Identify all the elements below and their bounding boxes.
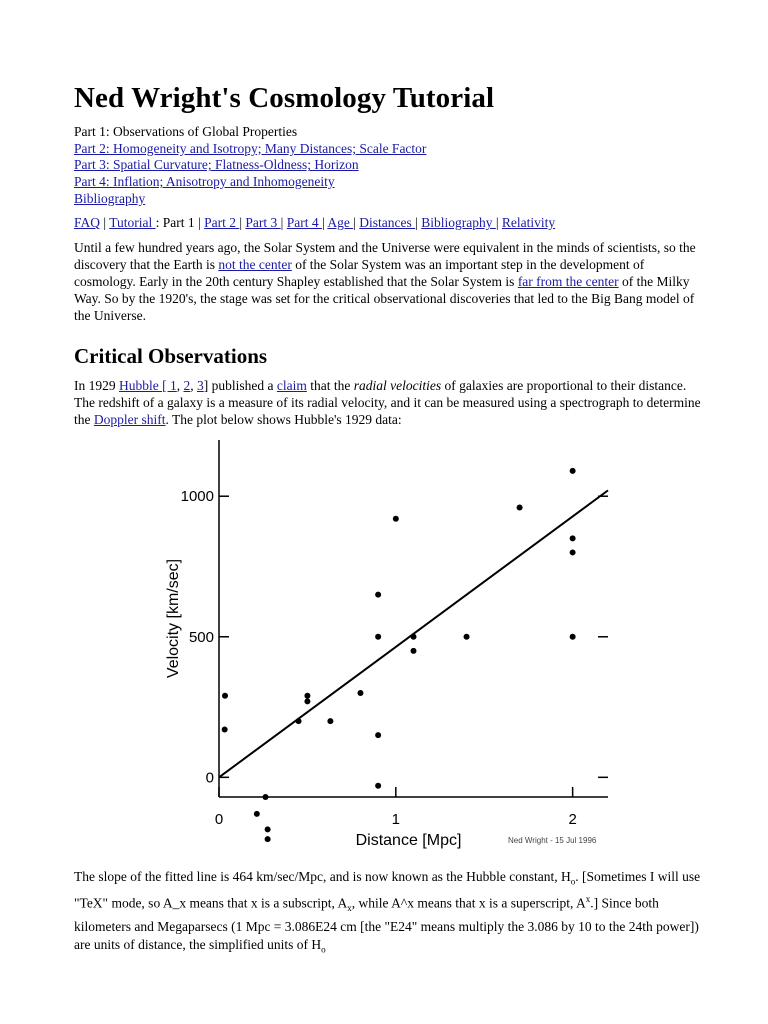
- hubble-paragraph: [74, 378, 702, 429]
- para-text: of galaxies are proportional to their distance. The redshift of a galaxy is a measure of its radial velocity, and it can be measured using a spectrograph to determine the: [74, 378, 701, 427]
- nav-faq[interactable]: FAQ: [74, 215, 101, 230]
- x-tick-label: 0: [214, 811, 224, 828]
- data-point: [375, 732, 381, 738]
- slope-paragraph: [74, 868, 702, 959]
- nav-age[interactable]: Age: [327, 215, 354, 230]
- data-point: [222, 693, 228, 699]
- link-part4[interactable]: Part 4: Inflation; Anisotropy and Inhomogeneity: [74, 174, 335, 190]
- link-ref-2[interactable]: 2: [183, 378, 191, 393]
- nav-sep: |: [353, 215, 356, 230]
- link-far-from-center[interactable]: far from the center: [517, 273, 619, 289]
- nav-distances[interactable]: Distances: [359, 215, 416, 230]
- intro-text: Until a few hundred years ago, the Solar System and the Universe were equivalent in the minds of scientists, so the discovery that the Earth is: [74, 240, 696, 272]
- nav-sep: |: [321, 215, 325, 230]
- intro-text: of the Solar System was an important step in the development of cosmology. Early in the 20th century Shapley established that the Solar System is: [74, 256, 645, 289]
- data-point: [517, 504, 523, 510]
- link-part2[interactable]: Part 2: Homogeneity and Isotropy; Many Distances; Scale Factor: [74, 140, 427, 156]
- nav-part2[interactable]: Part 2: [204, 215, 240, 230]
- data-point: [357, 690, 363, 696]
- para-text: , while A^x means that x is a superscript, A: [351, 895, 586, 911]
- para-text: . The plot below shows Hubble's 1929 data:: [165, 411, 402, 427]
- nav-relativity[interactable]: Relativity: [501, 215, 556, 230]
- data-point: [411, 634, 417, 640]
- radial-velocities-text: radial velocities: [353, 378, 442, 393]
- data-point: [570, 468, 576, 474]
- para-text: .] Since both kilometers and Megaparsecs (1 Mpc = 3.086E24 cm [the "E24" means multiply the 3.086 by 10 to the 24th power]) are units of distance, the simplified units of H: [74, 895, 699, 952]
- nav-part4[interactable]: Part 4: [286, 215, 322, 230]
- part1-label: Part 1: Observations of Global Properties: [74, 124, 298, 139]
- subscript: o: [321, 944, 326, 955]
- para-text: that the: [306, 378, 354, 393]
- link-part3[interactable]: Part 3: Spatial Curvature; Flatness-Oldness; Horizon: [74, 157, 359, 173]
- link-ref-3[interactable]: 3: [197, 378, 204, 393]
- data-point: [393, 516, 399, 522]
- data-point: [304, 693, 310, 699]
- hubble-chart: [150, 430, 620, 860]
- data-point: [570, 549, 576, 555]
- superscript: x: [585, 894, 591, 905]
- part-list: [74, 124, 426, 208]
- link-hubble[interactable]: Hubble [: [119, 378, 170, 393]
- subscript: o: [570, 876, 576, 887]
- nav-part1: : Part 1 |: [155, 215, 205, 230]
- nav-tutorial[interactable]: Tutorial: [109, 215, 156, 230]
- x-tick-label: 1: [391, 811, 400, 828]
- y-tick-label: 500: [188, 628, 214, 646]
- nav-bar: [74, 215, 555, 231]
- para-text: . [Sometimes I will use "TeX" mode, so A_x means that x is a subscript, A: [74, 869, 701, 911]
- data-point: [570, 634, 576, 640]
- y-axis-label: Velocity [km/sec]: [165, 558, 182, 679]
- nav-sep: |: [415, 215, 418, 230]
- nav-sep: |: [495, 215, 499, 230]
- data-point: [375, 592, 381, 598]
- link-claim[interactable]: claim: [276, 378, 307, 393]
- subscript: x: [347, 903, 352, 914]
- intro-paragraph: [74, 240, 702, 325]
- intro-text: of the Milky Way. So by the 1920's, the stage was set for the critical observational discoveries that led to the Big Bang model of the Universe.: [74, 273, 695, 323]
- link-not-the-center[interactable]: not the center: [218, 256, 292, 272]
- data-point: [265, 826, 271, 832]
- para-text: The slope of the fitted line is 464 km/sec/Mpc, and is now known as the Hubble constant, H: [74, 869, 571, 884]
- link-ref-1[interactable]: 1: [170, 378, 177, 393]
- nav-sep: |: [103, 215, 107, 230]
- nav-bibliography[interactable]: Bibliography: [421, 215, 496, 230]
- data-point: [327, 718, 333, 724]
- nav-sep: |: [280, 215, 284, 230]
- data-point: [254, 811, 260, 817]
- data-point: [375, 783, 381, 789]
- data-point: [263, 794, 269, 800]
- data-point: [304, 698, 310, 704]
- y-tick-label: 0: [205, 769, 214, 787]
- data-point: [265, 836, 271, 842]
- x-axis-label: Distance [Mpc]: [355, 832, 462, 849]
- section-heading: Critical Observations: [74, 344, 268, 368]
- para-text: ,: [190, 378, 197, 393]
- y-tick-label: 1000: [180, 488, 214, 506]
- para-text: ] published a: [203, 378, 277, 393]
- data-point: [296, 718, 302, 724]
- link-doppler-shift[interactable]: Doppler shift: [93, 411, 166, 427]
- para-text: ,: [176, 378, 184, 393]
- x-tick-label: 2: [568, 811, 577, 828]
- nav-part3[interactable]: Part 3: [245, 215, 281, 230]
- link-bibliography[interactable]: Bibliography: [74, 190, 146, 206]
- para-text: In 1929: [74, 378, 119, 393]
- data-point: [464, 634, 470, 640]
- nav-sep: |: [239, 215, 243, 230]
- data-point: [411, 648, 417, 654]
- data-point: [375, 634, 381, 640]
- data-point: [222, 727, 228, 733]
- page-title: Ned Wright's Cosmology Tutorial: [74, 82, 495, 114]
- data-point: [570, 535, 576, 541]
- chart-credit: Ned Wright - 15 Jul 1996: [508, 836, 597, 845]
